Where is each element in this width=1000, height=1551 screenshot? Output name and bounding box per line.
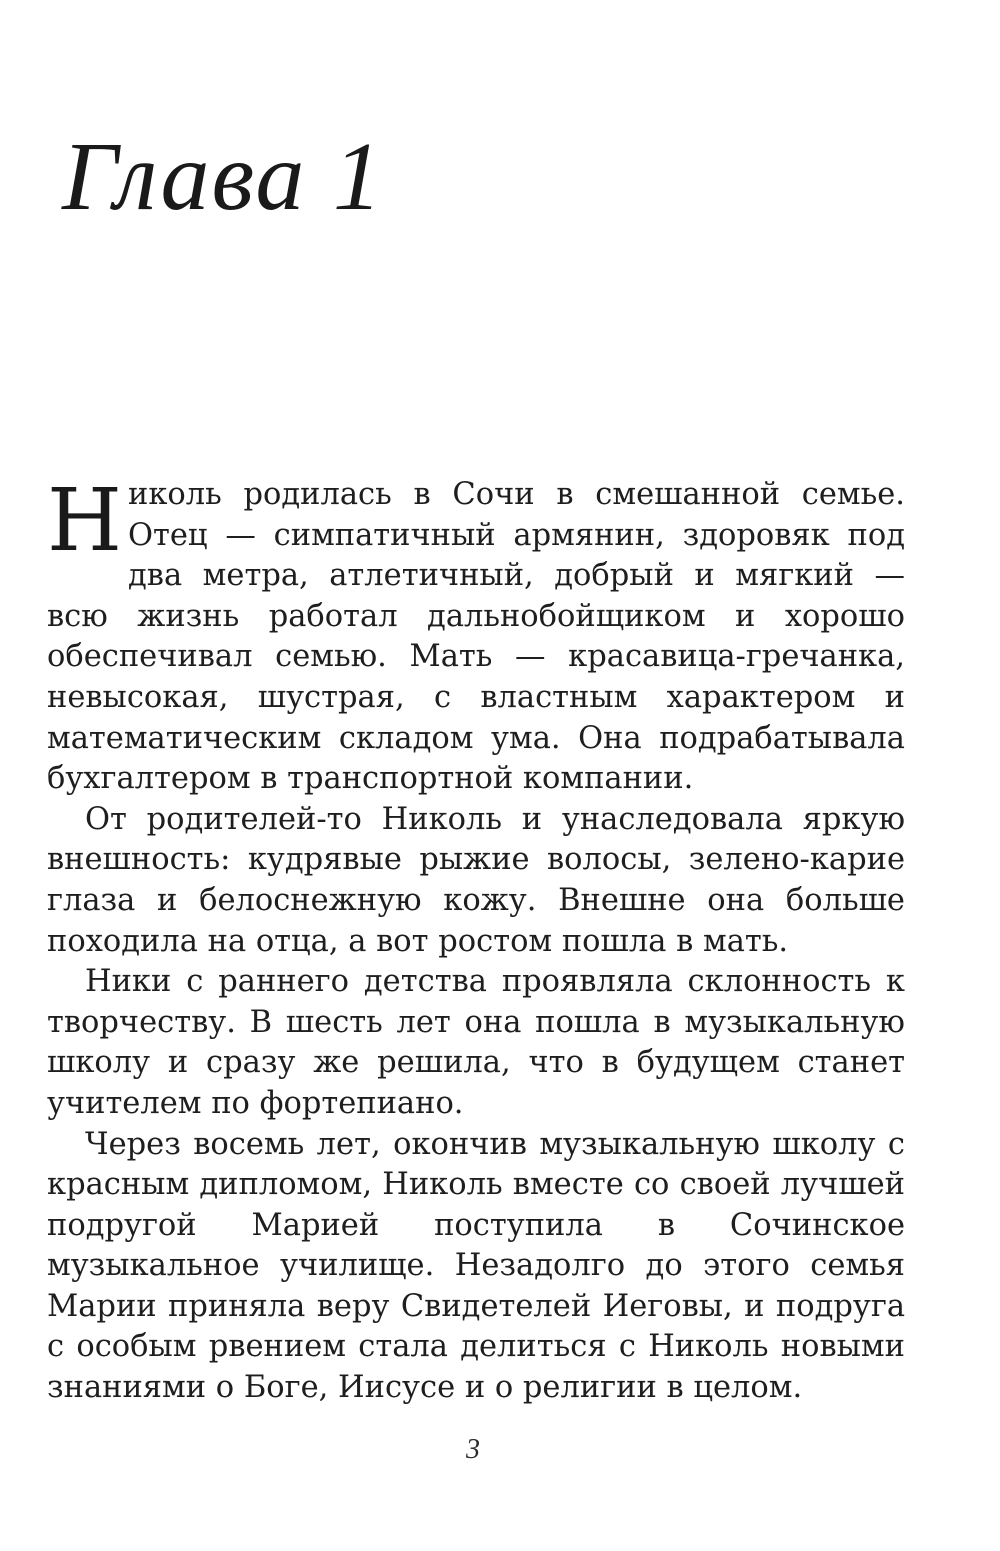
paragraph-1: [47, 471, 905, 800]
body-text: [47, 471, 905, 1409]
drop-cap: Н: [47, 471, 122, 571]
paragraph-4: Через восемь лет, окончив музыкальную школу с красным дипломом, Николь вместе со своей лучшей подругой Марией поступила в Сочинское музыкальное училище. Незадолго до этого семья Марии приняла веру Свидетелей Иеговы, и подруга с особым рвением стала делиться с Николь новыми знаниями о Боге, Иисусе и о религии в целом.: [47, 1126, 905, 1406]
chapter-title: Глава 1: [62, 123, 384, 231]
paragraph-2: От родителей-то Николь и унаследовала яркую внешность: кудрявые рыжие волосы, зелено-карие глаза и белоснежную кожу. Внешне она больше походила на отца, а вот ростом пошла в мать.: [47, 801, 905, 959]
paragraph-3: Ники с раннего детства проявляла склонность к творчеству. В шесть лет она пошла в музыкальную школу и сразу же решила, что в будущем станет учителем по фортепиано.: [47, 964, 905, 1121]
paragraph-1-text: иколь родилась в Сочи в смешанной семье. Отец — симпатичный армянин, здоровяк под два метра, атлетичный, добрый и мягкий — всю жизнь работал дальнобойщиком и хорошо обеспечивал семью. Мать — красавица-гречанка, невысокая, шустрая, с властным характером и математическим складом ума. Она подрабатывала бухгалтером в транспортной компании.: [47, 477, 905, 797]
page-number: 3: [466, 1434, 480, 1465]
